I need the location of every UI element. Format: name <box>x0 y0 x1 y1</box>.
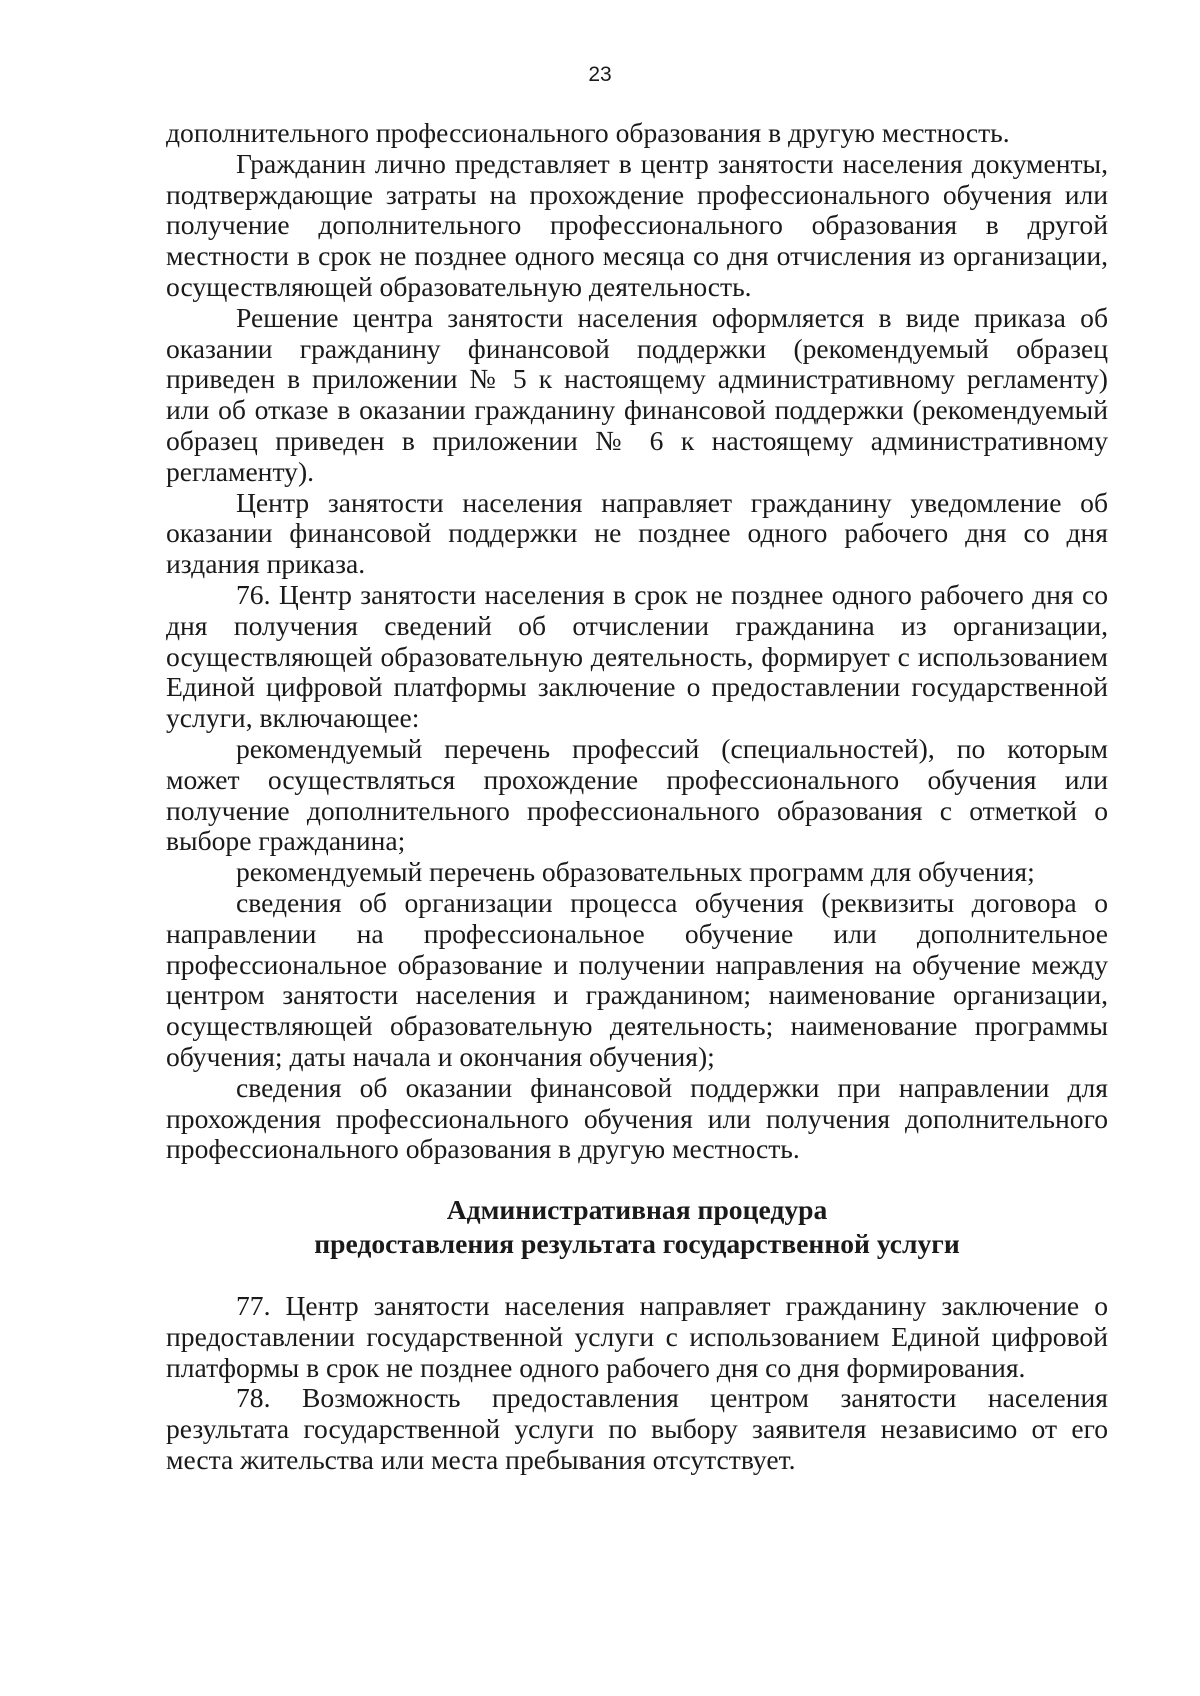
paragraph-item-78: 78. Возможность предоставления центром занятости населения результата государственной услуги по выбору заявителя независимо от его места жительства или места пребывания отсутствует. <box>166 1382 1108 1476</box>
paragraph-continuation: дополнительного профессионального образования в другую местность. <box>166 117 1010 148</box>
paragraph-documents-submission: Гражданин лично представляет в центр занятости населения документы, подтверждающие затраты на прохождение профессионального обучения или получение дополнительного профессионального образования в другой местности в срок не позднее одного месяца со дня отчисления из организации, осуществляющей образовательную деятельность. <box>166 147 1108 302</box>
page-number: 23 <box>588 63 612 86</box>
list-item-training-organization: сведения об организации процесса обучения (реквизиты договора о направлении на профессиональное обучение или дополнительное профессиональное образование и получении направления на обучение между центром занятости населения и гражданином; наименование организации, осуществляющей образовательную деятельность; наименование программы обучения; даты начала и окончания обучения); <box>166 886 1108 1072</box>
document-body <box>166 118 1108 1476</box>
paragraph-notification: Центр занятости населения направляет гражданину уведомление об оказании финансовой поддержки не позднее одного рабочего дня со дня издания приказа. <box>166 486 1108 580</box>
section-heading <box>166 1193 1108 1261</box>
list-item-professions: рекомендуемый перечень профессий (специальностей), по которым может осуществляться прохождение профессионального обучения или получение дополнительного профессионального образования с отметкой о выборе гражданина; <box>166 732 1108 857</box>
list-item-financial-support: сведения об оказании финансовой поддержки при направлении для прохождения профессионального обучения или получения дополнительного профессионального образования в другую местность. <box>166 1071 1108 1165</box>
paragraph-item-76: 76. Центр занятости населения в срок не позднее одного рабочего дня со дня получения сведений об отчислении гражданина из организации, осуществляющей образовательную деятельность, формирует с использованием Единой цифровой платформы заключение о предоставлении государственной услуги, включающее: <box>166 578 1108 734</box>
paragraph-decision-order: Решение центра занятости населения оформляется в виде приказа об оказании гражданину финансовой поддержки (рекомендуемый образец приведен в приложении № 5 к настоящему административному регламенту) или об отказе в оказании гражданину финансовой поддержки (рекомендуемый образец приведен в приложении № 6 к настоящему административному регламенту). <box>166 301 1108 487</box>
paragraph-item-77: 77. Центр занятости населения направляет гражданину заключение о предоставлении государственной услуги с использованием Единой цифровой платформы в срок не позднее одного рабочего дня со дня формирования. <box>166 1290 1108 1383</box>
list-item-programs: рекомендуемый перечень образовательных программ для обучения; <box>236 856 1035 888</box>
section-heading-line-2: предоставления результата государственной услуги <box>314 1228 960 1260</box>
section-heading-line-1: Административная процедура <box>446 1194 828 1226</box>
